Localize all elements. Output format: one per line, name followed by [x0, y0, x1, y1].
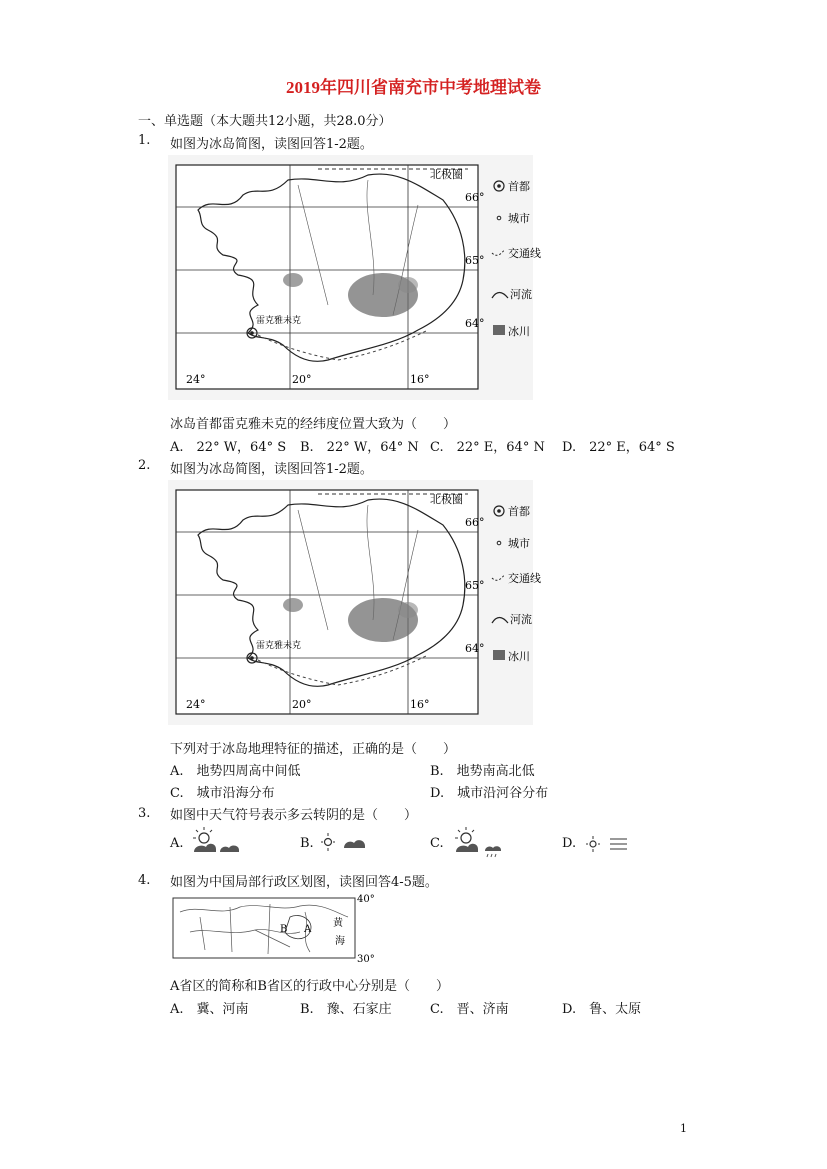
yellow-sea-label-1: 黄 — [333, 918, 343, 929]
iceland-map-1 — [168, 155, 541, 400]
q2-prompt: 如图为冰岛简图，读图回答1-2题。 — [170, 462, 373, 477]
q2-option-b[interactable]: B. 地势南高北低 — [430, 764, 535, 779]
lon-20-label: 20° — [292, 698, 312, 711]
lat-65-label: 65° — [465, 579, 485, 592]
region-b-label: B — [280, 924, 288, 935]
arctic-circle-label: 北极圈 — [430, 168, 463, 181]
q4-option-c[interactable]: C. 晋、济南 — [430, 1002, 509, 1017]
legend-river: 河流 — [510, 288, 532, 301]
q4-option-d[interactable]: D. 鲁、太原 — [562, 1002, 642, 1017]
q2-number: 2. — [138, 458, 151, 473]
lat-64-label: 64° — [465, 642, 485, 655]
q4-option-a[interactable]: A. 冀、河南 — [170, 1002, 249, 1017]
legend-transport: 交通线 — [508, 247, 541, 260]
q1-prompt: 如图为冰岛简图，读图回答1-2题。 — [170, 137, 373, 152]
q1-option-d[interactable]: D. 22° E，64° S — [562, 440, 675, 455]
iceland-map-2 — [168, 480, 541, 725]
capital-label: 雷克雅未克 — [256, 641, 302, 651]
sun-cloud-to-rain-icon — [452, 826, 504, 860]
q1-number: 1. — [138, 133, 151, 148]
page-title: 2019年四川省南充市中考地理试卷 — [286, 78, 541, 97]
q4-prompt: 如图为中国局部行政区划图，读图回答4-5题。 — [170, 875, 438, 890]
q1-option-c[interactable]: C. 22° E，64° N — [430, 440, 545, 455]
yellow-sea-label-2: 海 — [335, 936, 345, 947]
sun-to-fog-icon — [585, 834, 631, 854]
legend-capital: 首都 — [508, 505, 530, 518]
lat-66-label: 66° — [465, 516, 485, 529]
q2-option-d[interactable]: D. 城市沿河谷分布 — [430, 786, 549, 801]
q2-stem: 下列对于冰岛地理特征的描述，正确的是（ ） — [170, 742, 457, 757]
sun-cloud-to-cloud-icon — [190, 826, 242, 858]
q3-number: 3. — [138, 806, 151, 821]
q1-option-a[interactable]: A. 22° W，64° S — [170, 440, 287, 455]
q4-stem: A省区的简称和B省区的行政中心分别是（ ） — [170, 979, 449, 994]
legend-city: 城市 — [508, 537, 530, 550]
arctic-circle-label: 北极圈 — [430, 493, 463, 506]
q3-option-c[interactable]: C. — [430, 836, 444, 851]
lat-65-label: 65° — [465, 254, 485, 267]
q3-prompt: 如图中天气符号表示多云转阴的是（ ） — [170, 808, 418, 823]
page-number: 1 — [680, 1122, 687, 1135]
legend-river: 河流 — [510, 613, 532, 626]
legend-capital: 首都 — [508, 180, 530, 193]
legend-glacier: 冰川 — [508, 325, 530, 338]
legend-city: 城市 — [508, 212, 530, 225]
q2-option-c[interactable]: C. 城市沿海分布 — [170, 786, 275, 801]
sun-to-cloud-icon — [320, 830, 366, 854]
q3-option-a[interactable]: A. — [170, 836, 184, 851]
lon-16-label: 16° — [410, 373, 430, 386]
china-region-map — [170, 892, 380, 964]
q1-stem: 冰岛首都雷克雅未克的经纬度位置大致为（ ） — [170, 417, 457, 432]
q2-option-a[interactable]: A. 地势四周高中间低 — [170, 764, 301, 779]
lat-40-label: 40° — [357, 894, 375, 905]
q4-option-b[interactable]: B. 豫、石家庄 — [300, 1002, 392, 1017]
lat-30-label: 30° — [357, 954, 375, 965]
lon-16-label: 16° — [410, 698, 430, 711]
lon-24-label: 24° — [186, 373, 206, 386]
legend-glacier: 冰川 — [508, 650, 530, 663]
legend-transport: 交通线 — [508, 572, 541, 585]
q1-option-b[interactable]: B. 22° W，64° N — [300, 440, 419, 455]
lat-66-label: 66° — [465, 191, 485, 204]
region-a-label: A — [304, 924, 312, 935]
section-heading: 一、单选题（本大题共12小题，共28.0分） — [138, 114, 392, 129]
lon-24-label: 24° — [186, 698, 206, 711]
lat-64-label: 64° — [465, 317, 485, 330]
q3-option-d[interactable]: D. — [562, 836, 577, 851]
q4-number: 4. — [138, 873, 151, 888]
capital-label: 雷克雅未克 — [256, 316, 302, 326]
q3-option-b[interactable]: B. — [300, 836, 314, 851]
lon-20-label: 20° — [292, 373, 312, 386]
